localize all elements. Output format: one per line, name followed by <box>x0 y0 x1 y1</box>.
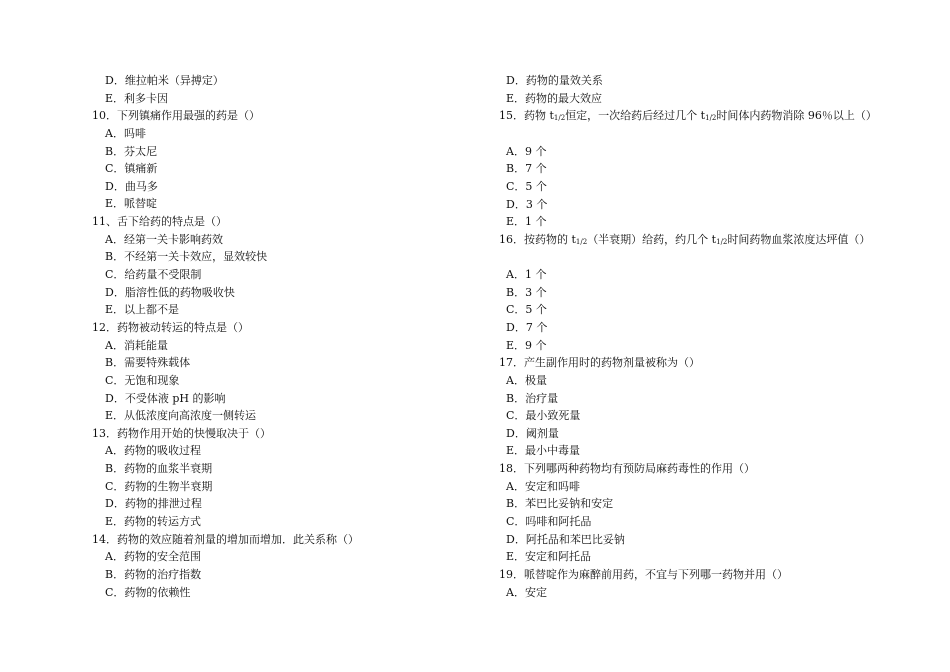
answer-option: D．7 个 <box>506 321 548 334</box>
answer-option: B．7 个 <box>506 162 547 176</box>
answer-option: E．药物的转运方式 <box>105 515 202 529</box>
answer-option: A．消耗能量 <box>105 338 168 352</box>
question-text: 11、舌下给药的特点是（） <box>92 215 227 229</box>
answer-option: D．3 个 <box>506 197 548 211</box>
left-column <box>92 72 472 601</box>
answer-option: E．利多卡因 <box>105 91 169 105</box>
answer-option: E．药物的最大效应 <box>506 91 603 105</box>
question-15: 15．药物 t1/2恒定，一次给药后经过几个 t1/2时间体内药物消除 96％以上（） <box>499 109 877 123</box>
answer-option: E．哌替啶 <box>105 197 158 211</box>
answer-option: E．最小中毒量 <box>506 444 581 458</box>
answer-option: B．不经第一关卡效应，显效较快 <box>105 250 268 264</box>
answer-option: E．以上都不是 <box>105 303 180 317</box>
answer-option: A．9 个 <box>506 144 547 158</box>
question-text: 13．药物作用开始的快慢取决于（） <box>92 426 271 440</box>
question-text: 10．下列镇痛作用最强的药是（） <box>92 109 260 123</box>
answer-option: C．吗啡和阿托品 <box>506 515 592 529</box>
question-text: 12．药物被动转运的特点是（） <box>92 320 249 334</box>
question-16: 16．按药物的 t1/2（半衰期）给药，约几个 t1/2时间药物血浆浓度达坪值（） <box>499 232 871 246</box>
answer-option: C．5 个 <box>506 179 547 193</box>
answer-option: A．经第一关卡影响药效 <box>105 232 223 246</box>
answer-option: E．安定和阿托品 <box>506 550 592 564</box>
answer-option: A．安定 <box>506 585 547 599</box>
answer-option: D．曲马多 <box>105 179 158 193</box>
question-text: 18．下列哪两种药物均有预防局麻药毒性的作用（） <box>499 462 755 476</box>
answer-option: B．苯巴比妥钠和安定 <box>506 497 614 511</box>
answer-option: B．药物的治疗指数 <box>105 567 202 581</box>
answer-option: A．极量 <box>506 373 547 387</box>
answer-option: E．1 个 <box>506 215 547 229</box>
answer-option: C．无饱和现象 <box>105 373 180 387</box>
answer-option: C．最小致死量 <box>506 409 581 423</box>
question-text: 14．药物的效应随着剂量的增加而增加．此关系称（） <box>92 532 359 546</box>
answer-option: D．阿托品和苯巴比妥钠 <box>506 532 625 546</box>
answer-option: B．3 个 <box>506 285 547 299</box>
answer-option: C．药物的生物半衰期 <box>105 479 213 493</box>
answer-option: D．维拉帕米（异搏定） <box>105 74 224 87</box>
answer-option: D．脂溶性低的药物吸收快 <box>105 285 235 299</box>
answer-option: A．吗啡 <box>105 126 146 140</box>
answer-option: C．给药量不受限制 <box>105 268 202 282</box>
answer-option: E．9 个 <box>506 338 547 352</box>
answer-option: E．从低浓度向高浓度一侧转运 <box>105 409 257 423</box>
answer-option: D．不受体液 pH 的影响 <box>105 391 226 405</box>
answer-option: C．5 个 <box>506 303 547 317</box>
answer-option: B．治疗量 <box>506 391 559 405</box>
answer-option: B．药物的血浆半衰期 <box>105 462 213 476</box>
answer-option: D．药物的排泄过程 <box>105 497 202 511</box>
answer-option: A．药物的安全范围 <box>105 550 201 564</box>
answer-option: A．药物的吸收过程 <box>105 444 201 458</box>
right-column <box>493 72 878 601</box>
answer-option: C．镇痛新 <box>105 162 158 176</box>
question-text: 19．哌替啶作为麻醉前用药，不宜与下列哪一药物并用（） <box>499 567 788 581</box>
answer-option: B．需要特殊载体 <box>105 356 191 370</box>
answer-option: A．安定和吗啡 <box>506 479 580 493</box>
answer-option: C．药物的依赖性 <box>105 585 191 599</box>
answer-option: D．药物的量效关系 <box>506 74 603 87</box>
answer-option: B．芬太尼 <box>105 144 158 158</box>
question-text: 17．产生副作用时的药物剂量被称为（） <box>499 356 700 370</box>
answer-option: D．阈剂量 <box>506 426 559 440</box>
answer-option: A．1 个 <box>506 268 547 282</box>
